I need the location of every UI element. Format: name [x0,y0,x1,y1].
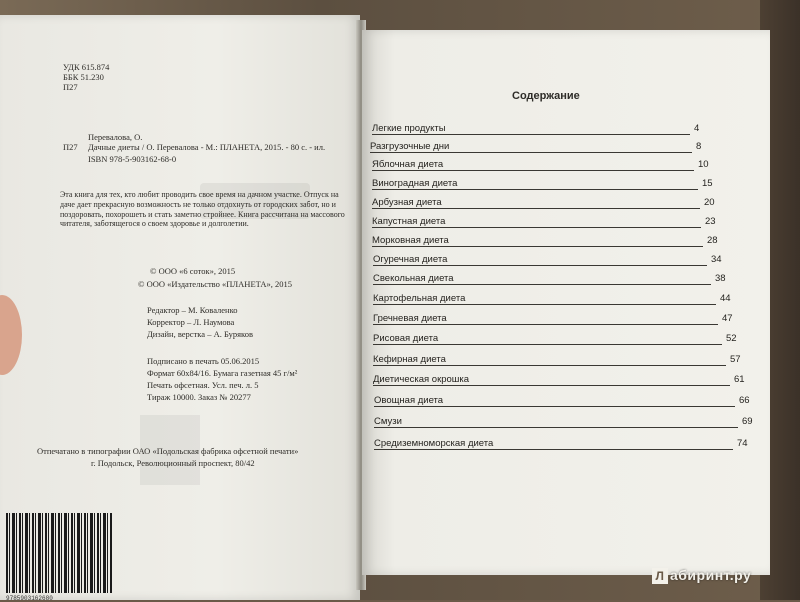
catalog-entry: Дачные диеты / О. Перевалова - М.: ПЛАНЕТА, 2015. - 80 с. - ил. [88,142,326,152]
toc-item-label: Рисовая диета [373,333,439,344]
toc-leader-line [374,406,735,407]
toc-item-page: 4 [694,123,700,134]
toc-leader-line [373,385,730,386]
signed-date: Подписано в печать 05.06.2015 [147,356,260,366]
corrector-credit: Корректор – Л. Наумова [147,317,235,327]
toc-item-label: Яблочная диета [372,159,444,170]
isbn: ISBN 978-5-903162-68-0 [88,154,177,164]
toc-leader-line [372,189,698,190]
toc-leader-line [372,134,690,135]
toc-item[interactable] [372,216,717,228]
toc-leader-line [372,208,700,209]
toc-item[interactable] [374,416,756,428]
toc-leader-line [373,344,722,345]
toc-item[interactable] [370,141,705,153]
toc-item[interactable] [373,354,743,366]
contents-title: Содержание [512,90,580,102]
toc-item[interactable] [372,123,702,135]
left-page [0,15,360,600]
toc-item-page: 57 [730,354,741,365]
toc-item[interactable] [374,438,760,450]
toc-leader-line [373,304,716,305]
printer-address: г. Подольск, Революционный проспект, 80/42 [91,458,255,468]
toc-item-page: 44 [720,293,731,304]
toc-item-label: Кефирная диета [373,354,446,365]
udk-code: УДК 615.874 [63,62,110,72]
toc-item-page: 20 [704,197,715,208]
run-info: Тираж 10000. Заказ № 20277 [147,392,251,402]
author-name: Перевалова, О. [88,132,143,142]
toc-item[interactable] [374,395,752,407]
toc-item-label: Морковная диета [372,235,449,246]
toc-item-label: Гречневая диета [373,313,447,324]
toc-item-page: 52 [726,333,737,344]
printer-line: Отпечатано в типографии ОАО «Подольская фабрика офсетной печати» [37,446,299,456]
barcode [6,513,112,593]
toc-item-label: Разгрузочные дни [370,141,450,152]
barcode-digits: 9785903162680 [6,595,53,602]
toc-item-page: 38 [715,273,726,284]
toc-item-label: Овощная диета [374,395,444,406]
toc-item[interactable] [373,273,729,285]
toc-item-page: 28 [707,235,718,246]
toc-item[interactable] [372,197,717,209]
toc-leader-line [372,227,701,228]
toc-leader-line [373,265,707,266]
toc-item[interactable] [373,313,733,325]
toc-leader-line [374,449,733,450]
toc-item-label: Капустная диета [372,216,446,227]
toc-item[interactable] [373,374,747,386]
toc-item-page: 8 [696,141,702,152]
toc-item-page: 69 [742,416,753,427]
author-mark: П27 [63,82,78,92]
toc-leader-line [373,284,711,285]
toc-leader-line [372,170,694,171]
copyright-line: © ООО «Издательство «ПЛАНЕТА», 2015 [138,279,293,289]
watermark-text: абиринт.ру [670,567,752,583]
toc-item-label: Смузи [374,416,402,427]
bbk-code: ББК 51.230 [63,72,104,82]
toc-item-page: 15 [702,178,713,189]
toc-item[interactable] [373,293,733,305]
editor-credit: Редактор – М. Коваленко [147,305,238,315]
toc-item-label: Свекольная диета [373,273,454,284]
toc-item-page: 10 [698,159,709,170]
right-page [362,30,770,575]
toc-item-page: 23 [705,216,716,227]
print-info: Печать офсетная. Усл. печ. л. 5 [147,380,259,390]
toc-leader-line [374,427,738,428]
toc-item-label: Виноградная диета [372,178,458,189]
toc-item-label: Средиземноморская диета [374,438,494,449]
toc-item-page: 34 [711,254,722,265]
toc-item[interactable] [372,235,720,247]
toc-item-page: 47 [722,313,733,324]
toc-leader-line [372,246,703,247]
design-credit: Дизайн, верстка – А. Буряков [147,329,254,339]
toc-item[interactable] [373,254,725,266]
annotation: Эта книга для тех, кто любит проводить свое время на дачном участке. Отпуск на даче дает прекрасную возможность не только отдохнуть от городских забот, но и поздоровать, похорошеть и стать заметно стройнее. Книга рассчитана на массового читателя, заботящегося о своем здоровье и долголетии. [60,190,345,229]
copyright-line: © ООО «6 соток», 2015 [150,266,236,276]
toc-leader-line [370,152,692,153]
toc-item[interactable] [372,178,714,190]
toc-item-page: 66 [739,395,750,406]
toc-leader-line [373,324,718,325]
toc-item-label: Картофельная диета [373,293,466,304]
toc-item-label: Арбузная диета [372,197,442,208]
format-info: Формат 60х84/16. Бумага газетная 45 г/м² [147,368,298,378]
toc-item[interactable] [373,333,739,345]
watermark-logo-icon: Л [652,568,668,584]
toc-item-label: Легкие продукты [372,123,446,134]
toc-item-label: Диетическая окрошка [373,374,470,385]
toc-item-page: 61 [734,374,745,385]
toc-item-label: Огуречная диета [373,254,448,265]
toc-leader-line [373,365,726,366]
toc-item-page: 74 [737,438,748,449]
labirint-watermark [652,567,751,584]
toc-item[interactable] [372,159,710,171]
catalog-code: П27 [63,142,78,152]
